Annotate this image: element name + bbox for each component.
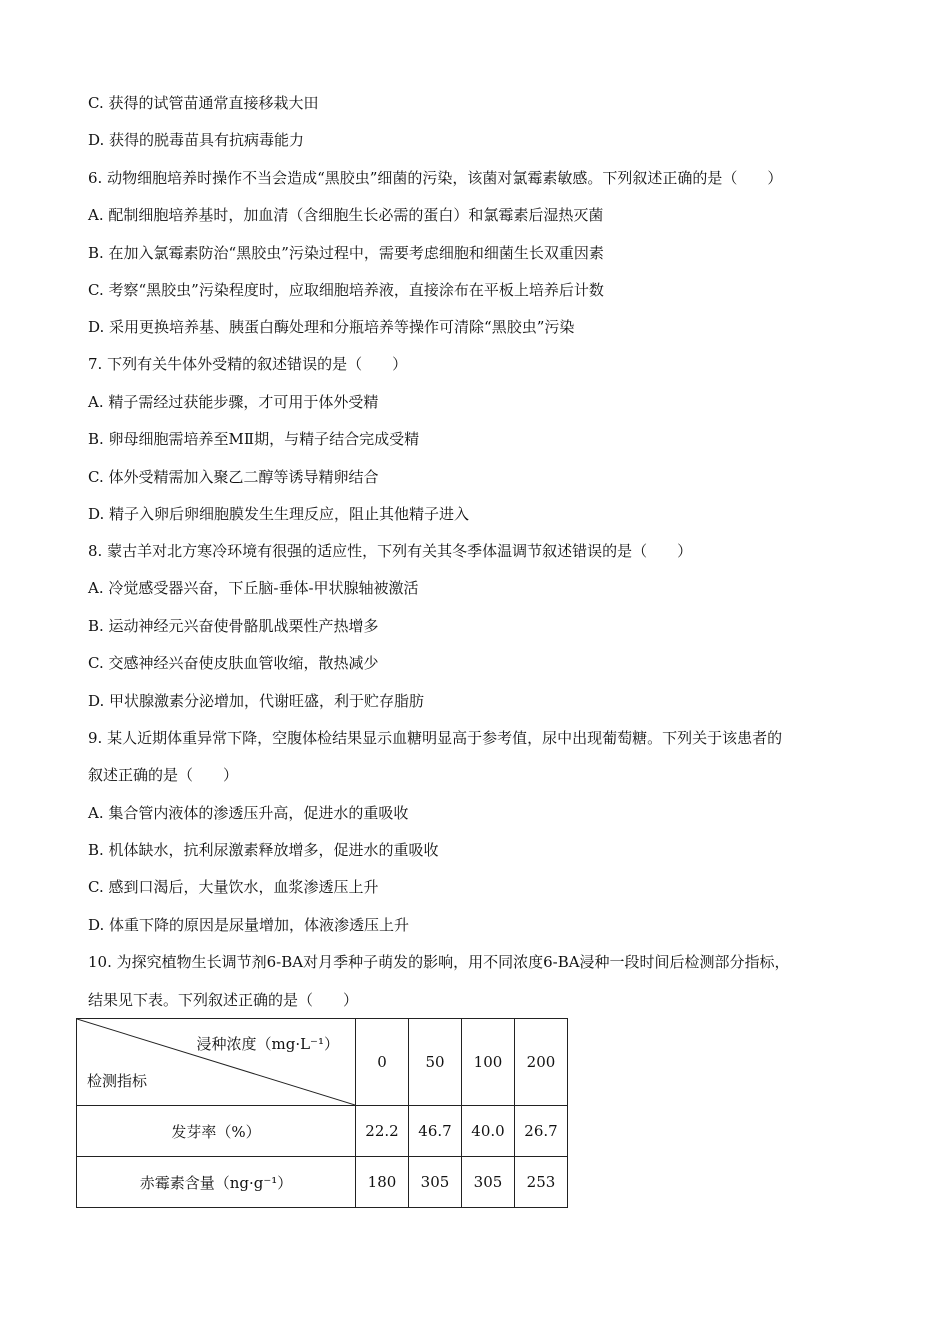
option-9c: C. 感到口渴后，大量饮水，血浆渗透压上升	[88, 878, 379, 896]
question-7-stem: 7. 下列有关牛体外受精的叙述错误的是（ ）	[88, 355, 408, 373]
data-table	[76, 1018, 568, 1208]
option-6d: D. 采用更换培养基、胰蛋白酶处理和分瓶培养等操作可清除“黑胶虫”污染	[88, 318, 575, 336]
header-concentration-label: 浸种浓度（mg·L⁻¹）	[196, 1035, 339, 1053]
diagonal-header-cell	[77, 1019, 356, 1106]
option-8a: A. 冷觉感受器兴奋，下丘脑-垂体-甲状腺轴被激活	[88, 579, 419, 597]
option-5d: D. 获得的脱毒苗具有抗病毒能力	[88, 131, 305, 149]
table-header-row	[77, 1019, 568, 1106]
concentration-50: 50	[409, 1019, 462, 1106]
table-cell: 253	[515, 1157, 568, 1208]
option-7c: C. 体外受精需加入聚乙二醇等诱导精卵结合	[88, 468, 379, 486]
option-7d: D. 精子入卵后卵细胞膜发生生理反应，阻止其他精子进入	[88, 505, 470, 523]
diagonal-line	[77, 1019, 355, 1105]
option-9d: D. 体重下降的原因是尿量增加，体液渗透压上升	[88, 916, 410, 934]
table-row	[77, 1106, 568, 1157]
header-indicator-label: 检测指标	[87, 1072, 148, 1090]
option-8b: B. 运动神经元兴奋使骨骼肌战栗性产热增多	[88, 617, 379, 635]
concentration-200: 200	[515, 1019, 568, 1106]
option-6b: B. 在加入氯霉素防治“黑胶虫”污染过程中，需要考虑细胞和细菌生长双重因素	[88, 244, 604, 262]
option-9b: B. 机体缺水，抗利尿激素释放增多，促进水的重吸收	[88, 841, 439, 859]
option-7a: A. 精子需经过获能步骤，才可用于体外受精	[88, 393, 379, 411]
row-label-germination: 发芽率（%）	[77, 1106, 356, 1157]
question-9-stem: 9. 某人近期体重异常下降，空腹体检结果显示血糖明显高于参考值，尿中出现葡萄糖。下列关于该患者的	[88, 729, 783, 747]
table-cell: 40.0	[462, 1106, 515, 1157]
question-6-stem: 6. 动物细胞培养时操作不当会造成“黑胶虫”细菌的污染，该菌对氯霉素敏感。下列叙述正确的是（ ）	[88, 169, 783, 187]
question-8-stem: 8. 蒙古羊对北方寒冷环境有很强的适应性，下列有关其冬季体温调节叙述错误的是（ ）	[88, 542, 693, 560]
option-7b: B. 卵母细胞需培养至MⅡ期，与精子结合完成受精	[88, 430, 420, 448]
table-cell: 22.2	[356, 1106, 409, 1157]
table-cell: 46.7	[409, 1106, 462, 1157]
table-cell: 305	[462, 1157, 515, 1208]
question-10-stem-cont: 结果见下表。下列叙述正确的是（ ）	[88, 991, 359, 1009]
question-10-stem: 10. 为探究植物生长调节剂6-BA对月季种子萌发的影响，用不同浓度6-BA浸种一段时间后检测部分指标，	[88, 953, 790, 971]
concentration-100: 100	[462, 1019, 515, 1106]
option-5c: C. 获得的试管苗通常直接移栽大田	[88, 94, 319, 112]
table-cell: 180	[356, 1157, 409, 1208]
option-6a: A. 配制细胞培养基时，加血清（含细胞生长必需的蛋白）和氯霉素后湿热灭菌	[88, 206, 604, 224]
option-8c: C. 交感神经兴奋使皮肤血管收缩，散热减少	[88, 654, 379, 672]
table-cell: 26.7	[515, 1106, 568, 1157]
option-9a: A. 集合管内液体的渗透压升高，促进水的重吸收	[88, 804, 409, 822]
table-row	[77, 1157, 568, 1208]
option-6c: C. 考察“黑胶虫”污染程度时，应取细胞培养液，直接涂布在平板上培养后计数	[88, 281, 604, 299]
question-9-stem-cont: 叙述正确的是（ ）	[88, 766, 239, 784]
row-label-gibberellin: 赤霉素含量（ng·g⁻¹）	[77, 1157, 356, 1208]
option-8d: D. 甲状腺激素分泌增加，代谢旺盛，利于贮存脂肪	[88, 692, 425, 710]
concentration-0: 0	[356, 1019, 409, 1106]
table-cell: 305	[409, 1157, 462, 1208]
